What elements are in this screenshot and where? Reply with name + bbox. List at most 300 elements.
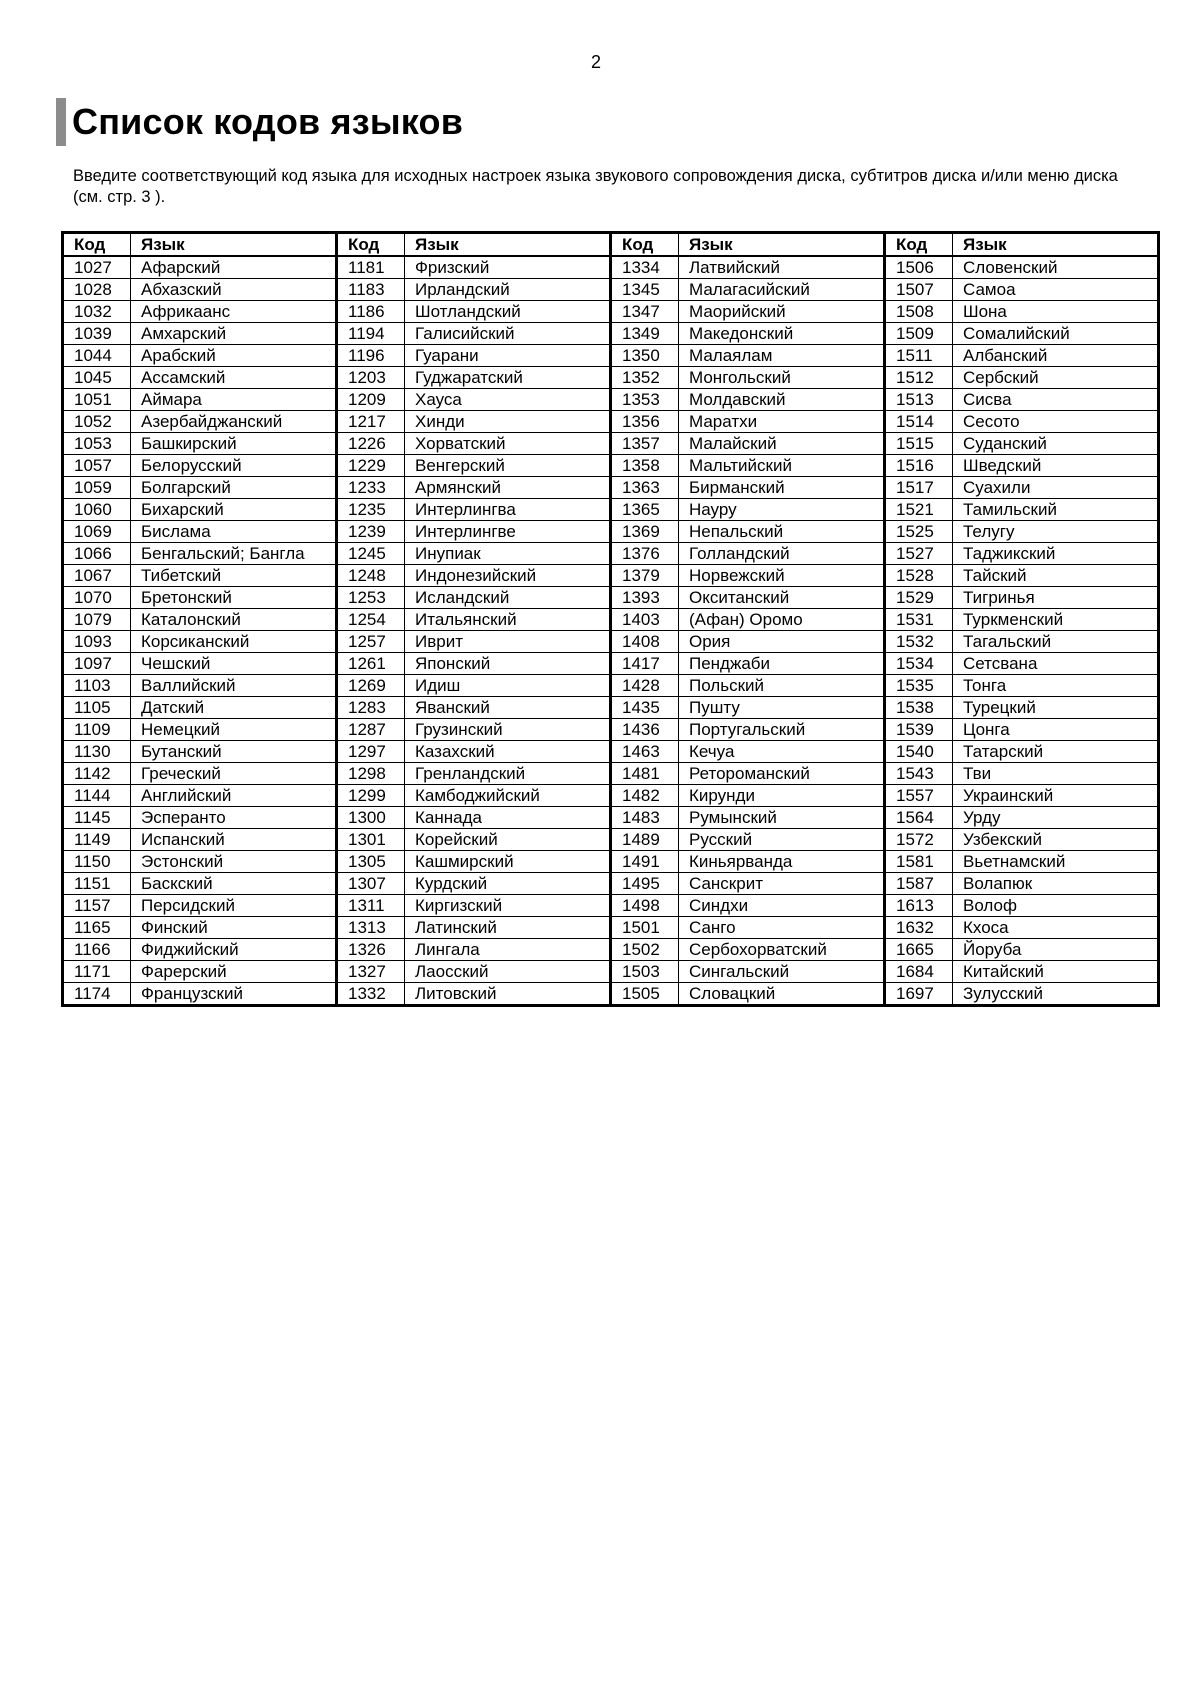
language-code-cell: 1491 bbox=[611, 851, 679, 873]
language-name-cell: Тигринья bbox=[953, 587, 1159, 609]
language-name-cell: Камбоджийский bbox=[405, 785, 611, 807]
language-code-cell: 1495 bbox=[611, 873, 679, 895]
language-code-cell: 1665 bbox=[885, 939, 953, 961]
language-name-cell: Шотландский bbox=[405, 301, 611, 323]
language-name-cell: Ория bbox=[679, 631, 885, 653]
language-code-cell: 1203 bbox=[337, 367, 405, 389]
language-name-cell: Мальтийский bbox=[679, 455, 885, 477]
language-name-cell: Сисва bbox=[953, 389, 1159, 411]
language-code-cell: 1183 bbox=[337, 279, 405, 301]
table-row bbox=[63, 675, 1159, 697]
language-code-cell: 1051 bbox=[63, 389, 131, 411]
language-name-cell: Кечуа bbox=[679, 741, 885, 763]
language-name-cell: Литовский bbox=[405, 983, 611, 1006]
language-name-cell: Каннада bbox=[405, 807, 611, 829]
language-code-cell: 1515 bbox=[885, 433, 953, 455]
language-name-cell: Исландский bbox=[405, 587, 611, 609]
language-code-cell: 1079 bbox=[63, 609, 131, 631]
header-language: Язык bbox=[131, 233, 337, 257]
language-code-cell: 1067 bbox=[63, 565, 131, 587]
language-name-cell: Румынский bbox=[679, 807, 885, 829]
language-code-cell: 1027 bbox=[63, 256, 131, 279]
table-row bbox=[63, 323, 1159, 345]
language-name-cell: Азербайджанский bbox=[131, 411, 337, 433]
language-code-cell: 1299 bbox=[337, 785, 405, 807]
language-code-cell: 1539 bbox=[885, 719, 953, 741]
language-name-cell: Татарский bbox=[953, 741, 1159, 763]
language-code-cell: 1564 bbox=[885, 807, 953, 829]
language-code-cell: 1105 bbox=[63, 697, 131, 719]
language-code-cell: 1529 bbox=[885, 587, 953, 609]
language-name-cell: Бислама bbox=[131, 521, 337, 543]
language-name-cell: Монгольский bbox=[679, 367, 885, 389]
table-header-row bbox=[63, 233, 1159, 257]
language-name-cell: Сингальский bbox=[679, 961, 885, 983]
table-row bbox=[63, 587, 1159, 609]
language-name-cell: Урду bbox=[953, 807, 1159, 829]
language-name-cell: Корейский bbox=[405, 829, 611, 851]
language-name-cell: Голландский bbox=[679, 543, 885, 565]
language-code-cell: 1345 bbox=[611, 279, 679, 301]
language-code-cell: 1357 bbox=[611, 433, 679, 455]
language-name-cell: Фризский bbox=[405, 256, 611, 279]
language-name-cell: Вьетнамский bbox=[953, 851, 1159, 873]
language-code-cell: 1587 bbox=[885, 873, 953, 895]
language-name-cell: Украинский bbox=[953, 785, 1159, 807]
language-name-cell: Сербохорватский bbox=[679, 939, 885, 961]
language-code-cell: 1194 bbox=[337, 323, 405, 345]
language-name-cell: Сетсвана bbox=[953, 653, 1159, 675]
language-code-cell: 1109 bbox=[63, 719, 131, 741]
language-name-cell: Туркменский bbox=[953, 609, 1159, 631]
header-language: Язык bbox=[405, 233, 611, 257]
language-code-cell: 1369 bbox=[611, 521, 679, 543]
language-name-cell: Латинский bbox=[405, 917, 611, 939]
language-name-cell: Пенджаби bbox=[679, 653, 885, 675]
language-code-cell: 1538 bbox=[885, 697, 953, 719]
language-code-cell: 1151 bbox=[63, 873, 131, 895]
language-code-cell: 1684 bbox=[885, 961, 953, 983]
language-code-cell: 1358 bbox=[611, 455, 679, 477]
language-name-cell: Непальский bbox=[679, 521, 885, 543]
language-name-cell: Эстонский bbox=[131, 851, 337, 873]
language-name-cell: Эсперанто bbox=[131, 807, 337, 829]
language-name-cell: Тонга bbox=[953, 675, 1159, 697]
language-code-cell: 1150 bbox=[63, 851, 131, 873]
language-code-cell: 1313 bbox=[337, 917, 405, 939]
language-code-cell: 1233 bbox=[337, 477, 405, 499]
language-name-cell: Ретороманский bbox=[679, 763, 885, 785]
language-code-cell: 1186 bbox=[337, 301, 405, 323]
language-code-cell: 1311 bbox=[337, 895, 405, 917]
language-code-cell: 1165 bbox=[63, 917, 131, 939]
title-accent-bar bbox=[56, 98, 66, 146]
language-name-cell: Хорватский bbox=[405, 433, 611, 455]
table-row bbox=[63, 521, 1159, 543]
language-code-cell: 1181 bbox=[337, 256, 405, 279]
language-code-cell: 1239 bbox=[337, 521, 405, 543]
language-code-cell: 1059 bbox=[63, 477, 131, 499]
language-name-cell: Словацкий bbox=[679, 983, 885, 1006]
language-name-cell: Финский bbox=[131, 917, 337, 939]
language-code-cell: 1513 bbox=[885, 389, 953, 411]
header-code: Код bbox=[63, 233, 131, 257]
language-code-cell: 1174 bbox=[63, 983, 131, 1006]
language-name-cell: Греческий bbox=[131, 763, 337, 785]
language-code-cell: 1528 bbox=[885, 565, 953, 587]
language-code-cell: 1463 bbox=[611, 741, 679, 763]
language-name-cell: (Афан) Оромо bbox=[679, 609, 885, 631]
language-code-cell: 1149 bbox=[63, 829, 131, 851]
table-body bbox=[63, 256, 1159, 1006]
table-row bbox=[63, 697, 1159, 719]
language-code-cell: 1532 bbox=[885, 631, 953, 653]
language-name-cell: Лингала bbox=[405, 939, 611, 961]
language-name-cell: Интерлингве bbox=[405, 521, 611, 543]
language-codes-table bbox=[61, 231, 1160, 1007]
language-name-cell: Гуджаратский bbox=[405, 367, 611, 389]
language-code-cell: 1376 bbox=[611, 543, 679, 565]
language-name-cell: Санго bbox=[679, 917, 885, 939]
language-code-cell: 1352 bbox=[611, 367, 679, 389]
language-code-cell: 1509 bbox=[885, 323, 953, 345]
header-language: Язык bbox=[953, 233, 1159, 257]
language-name-cell: Афарский bbox=[131, 256, 337, 279]
language-code-cell: 1057 bbox=[63, 455, 131, 477]
language-name-cell: Яванский bbox=[405, 697, 611, 719]
table-row bbox=[63, 411, 1159, 433]
language-name-cell: Киньярванда bbox=[679, 851, 885, 873]
language-code-cell: 1516 bbox=[885, 455, 953, 477]
language-code-cell: 1489 bbox=[611, 829, 679, 851]
table-row bbox=[63, 389, 1159, 411]
language-name-cell: Бихарский bbox=[131, 499, 337, 521]
language-code-cell: 1053 bbox=[63, 433, 131, 455]
language-code-cell: 1350 bbox=[611, 345, 679, 367]
table-row bbox=[63, 983, 1159, 1006]
language-code-cell: 1435 bbox=[611, 697, 679, 719]
language-name-cell: Тагальский bbox=[953, 631, 1159, 653]
language-name-cell: Сесото bbox=[953, 411, 1159, 433]
language-code-cell: 1332 bbox=[337, 983, 405, 1006]
language-code-cell: 1144 bbox=[63, 785, 131, 807]
language-code-cell: 1305 bbox=[337, 851, 405, 873]
language-code-cell: 1261 bbox=[337, 653, 405, 675]
language-code-cell: 1045 bbox=[63, 367, 131, 389]
language-name-cell: Йоруба bbox=[953, 939, 1159, 961]
language-code-cell: 1209 bbox=[337, 389, 405, 411]
language-code-cell: 1507 bbox=[885, 279, 953, 301]
page-title-block bbox=[56, 98, 463, 146]
language-name-cell: Кашмирский bbox=[405, 851, 611, 873]
table-row bbox=[63, 829, 1159, 851]
language-code-cell: 1327 bbox=[337, 961, 405, 983]
language-code-cell: 1365 bbox=[611, 499, 679, 521]
language-name-cell: Французский bbox=[131, 983, 337, 1006]
language-code-cell: 1613 bbox=[885, 895, 953, 917]
language-code-cell: 1269 bbox=[337, 675, 405, 697]
language-name-cell: Африкаанс bbox=[131, 301, 337, 323]
language-code-cell: 1572 bbox=[885, 829, 953, 851]
language-code-cell: 1070 bbox=[63, 587, 131, 609]
language-name-cell: Турецкий bbox=[953, 697, 1159, 719]
language-name-cell: Датский bbox=[131, 697, 337, 719]
language-name-cell: Таджикский bbox=[953, 543, 1159, 565]
table-row bbox=[63, 477, 1159, 499]
language-code-cell: 1130 bbox=[63, 741, 131, 763]
language-code-cell: 1253 bbox=[337, 587, 405, 609]
language-code-cell: 1503 bbox=[611, 961, 679, 983]
language-name-cell: Киргизский bbox=[405, 895, 611, 917]
language-code-cell: 1028 bbox=[63, 279, 131, 301]
language-code-cell: 1103 bbox=[63, 675, 131, 697]
language-code-cell: 1245 bbox=[337, 543, 405, 565]
language-name-cell: Сербский bbox=[953, 367, 1159, 389]
table-row bbox=[63, 499, 1159, 521]
table-row bbox=[63, 961, 1159, 983]
language-code-cell: 1326 bbox=[337, 939, 405, 961]
language-code-cell: 1254 bbox=[337, 609, 405, 631]
language-name-cell: Венгерский bbox=[405, 455, 611, 477]
language-code-cell: 1514 bbox=[885, 411, 953, 433]
language-name-cell: Японский bbox=[405, 653, 611, 675]
language-name-cell: Арабский bbox=[131, 345, 337, 367]
language-code-cell: 1540 bbox=[885, 741, 953, 763]
language-name-cell: Русский bbox=[679, 829, 885, 851]
language-name-cell: Валлийский bbox=[131, 675, 337, 697]
language-code-cell: 1166 bbox=[63, 939, 131, 961]
table-row bbox=[63, 873, 1159, 895]
language-name-cell: Тви bbox=[953, 763, 1159, 785]
language-code-cell: 1226 bbox=[337, 433, 405, 455]
table-row bbox=[63, 279, 1159, 301]
table-row bbox=[63, 609, 1159, 631]
language-name-cell: Итальянский bbox=[405, 609, 611, 631]
page-title: Список кодов языков bbox=[72, 101, 464, 142]
language-code-cell: 1287 bbox=[337, 719, 405, 741]
language-name-cell: Ирландский bbox=[405, 279, 611, 301]
language-name-cell: Лаосский bbox=[405, 961, 611, 983]
language-code-cell: 1307 bbox=[337, 873, 405, 895]
language-name-cell: Амхарский bbox=[131, 323, 337, 345]
language-name-cell: Казахский bbox=[405, 741, 611, 763]
language-code-cell: 1052 bbox=[63, 411, 131, 433]
language-name-cell: Гуарани bbox=[405, 345, 611, 367]
table-row bbox=[63, 543, 1159, 565]
language-name-cell: Сомалийский bbox=[953, 323, 1159, 345]
language-name-cell: Аймара bbox=[131, 389, 337, 411]
language-code-cell: 1248 bbox=[337, 565, 405, 587]
language-code-cell: 1363 bbox=[611, 477, 679, 499]
language-name-cell: Узбекский bbox=[953, 829, 1159, 851]
language-name-cell: Абхазский bbox=[131, 279, 337, 301]
language-code-cell: 1501 bbox=[611, 917, 679, 939]
table-row bbox=[63, 301, 1159, 323]
language-code-cell: 1506 bbox=[885, 256, 953, 279]
language-code-cell: 1235 bbox=[337, 499, 405, 521]
language-name-cell: Суахили bbox=[953, 477, 1159, 499]
language-name-cell: Норвежский bbox=[679, 565, 885, 587]
table-row bbox=[63, 455, 1159, 477]
language-name-cell: Бутанский bbox=[131, 741, 337, 763]
header-code: Код bbox=[337, 233, 405, 257]
language-name-cell: Волапюк bbox=[953, 873, 1159, 895]
language-name-cell: Грузинский bbox=[405, 719, 611, 741]
language-name-cell: Баскский bbox=[131, 873, 337, 895]
language-code-cell: 1157 bbox=[63, 895, 131, 917]
table-row bbox=[63, 256, 1159, 279]
language-name-cell: Волоф bbox=[953, 895, 1159, 917]
language-name-cell: Ассамский bbox=[131, 367, 337, 389]
language-name-cell: Тибетский bbox=[131, 565, 337, 587]
language-code-cell: 1032 bbox=[63, 301, 131, 323]
language-code-cell: 1525 bbox=[885, 521, 953, 543]
language-code-cell: 1483 bbox=[611, 807, 679, 829]
language-name-cell: Цонга bbox=[953, 719, 1159, 741]
language-code-cell: 1403 bbox=[611, 609, 679, 631]
language-name-cell: Синдхи bbox=[679, 895, 885, 917]
language-name-cell: Гренландский bbox=[405, 763, 611, 785]
language-code-cell: 1505 bbox=[611, 983, 679, 1006]
table-row bbox=[63, 785, 1159, 807]
table-row bbox=[63, 345, 1159, 367]
language-name-cell: Малагасийский bbox=[679, 279, 885, 301]
language-code-cell: 1512 bbox=[885, 367, 953, 389]
language-code-cell: 1171 bbox=[63, 961, 131, 983]
language-name-cell: Болгарский bbox=[131, 477, 337, 499]
table-row bbox=[63, 763, 1159, 785]
language-code-cell: 1196 bbox=[337, 345, 405, 367]
language-code-cell: 1039 bbox=[63, 323, 131, 345]
language-name-cell: Инупиак bbox=[405, 543, 611, 565]
table-row bbox=[63, 895, 1159, 917]
table-row bbox=[63, 939, 1159, 961]
language-code-cell: 1502 bbox=[611, 939, 679, 961]
language-code-cell: 1393 bbox=[611, 587, 679, 609]
table-row bbox=[63, 631, 1159, 653]
language-code-cell: 1517 bbox=[885, 477, 953, 499]
language-name-cell: Фиджийский bbox=[131, 939, 337, 961]
language-name-cell: Кирунди bbox=[679, 785, 885, 807]
table-row bbox=[63, 565, 1159, 587]
intro-paragraph: Введите соответствующий код языка для исходных настроек языка звукового сопровождения диска, субтитров диска и/или меню диска (см. стр. 3 ). bbox=[73, 167, 1118, 206]
language-code-cell: 1531 bbox=[885, 609, 953, 631]
language-code-cell: 1521 bbox=[885, 499, 953, 521]
language-code-cell: 1408 bbox=[611, 631, 679, 653]
page-number: 2 bbox=[590, 52, 601, 72]
language-name-cell: Польский bbox=[679, 675, 885, 697]
language-name-cell: Телугу bbox=[953, 521, 1159, 543]
language-name-cell: Бирманский bbox=[679, 477, 885, 499]
language-code-cell: 1581 bbox=[885, 851, 953, 873]
language-code-cell: 1482 bbox=[611, 785, 679, 807]
language-code-cell: 1481 bbox=[611, 763, 679, 785]
language-name-cell: Чешский bbox=[131, 653, 337, 675]
language-code-cell: 1436 bbox=[611, 719, 679, 741]
language-name-cell: Идиш bbox=[405, 675, 611, 697]
language-name-cell: Персидский bbox=[131, 895, 337, 917]
language-name-cell: Хинди bbox=[405, 411, 611, 433]
language-name-cell: Санскрит bbox=[679, 873, 885, 895]
language-code-cell: 1353 bbox=[611, 389, 679, 411]
language-code-cell: 1300 bbox=[337, 807, 405, 829]
language-name-cell: Албанский bbox=[953, 345, 1159, 367]
language-code-cell: 1498 bbox=[611, 895, 679, 917]
language-name-cell: Тамильский bbox=[953, 499, 1159, 521]
language-code-cell: 1508 bbox=[885, 301, 953, 323]
language-code-cell: 1093 bbox=[63, 631, 131, 653]
language-name-cell: Фарерский bbox=[131, 961, 337, 983]
language-code-cell: 1356 bbox=[611, 411, 679, 433]
language-code-cell: 1060 bbox=[63, 499, 131, 521]
language-name-cell: Кхоса bbox=[953, 917, 1159, 939]
language-code-cell: 1257 bbox=[337, 631, 405, 653]
language-code-cell: 1527 bbox=[885, 543, 953, 565]
language-code-cell: 1217 bbox=[337, 411, 405, 433]
table-row bbox=[63, 917, 1159, 939]
language-code-cell: 1297 bbox=[337, 741, 405, 763]
language-code-cell: 1632 bbox=[885, 917, 953, 939]
table-row bbox=[63, 741, 1159, 763]
table-row bbox=[63, 851, 1159, 873]
language-code-cell: 1145 bbox=[63, 807, 131, 829]
language-code-cell: 1697 bbox=[885, 983, 953, 1006]
language-name-cell: Португальский bbox=[679, 719, 885, 741]
table-row bbox=[63, 367, 1159, 389]
language-name-cell: Корсиканский bbox=[131, 631, 337, 653]
language-code-cell: 1334 bbox=[611, 256, 679, 279]
language-name-cell: Иврит bbox=[405, 631, 611, 653]
language-name-cell: Армянский bbox=[405, 477, 611, 499]
language-code-cell: 1428 bbox=[611, 675, 679, 697]
language-name-cell: Окситанский bbox=[679, 587, 885, 609]
language-name-cell: Науру bbox=[679, 499, 885, 521]
language-code-cell: 1557 bbox=[885, 785, 953, 807]
language-code-cell: 1379 bbox=[611, 565, 679, 587]
language-name-cell: Курдский bbox=[405, 873, 611, 895]
language-code-cell: 1543 bbox=[885, 763, 953, 785]
language-name-cell: Самоа bbox=[953, 279, 1159, 301]
language-name-cell: Китайский bbox=[953, 961, 1159, 983]
language-code-cell: 1066 bbox=[63, 543, 131, 565]
table-row bbox=[63, 433, 1159, 455]
language-name-cell: Маорийский bbox=[679, 301, 885, 323]
language-name-cell: Суданский bbox=[953, 433, 1159, 455]
language-name-cell: Хауса bbox=[405, 389, 611, 411]
language-code-cell: 1142 bbox=[63, 763, 131, 785]
language-name-cell: Индонезийский bbox=[405, 565, 611, 587]
language-name-cell: Зулусский bbox=[953, 983, 1159, 1006]
language-name-cell: Тайский bbox=[953, 565, 1159, 587]
language-code-cell: 1069 bbox=[63, 521, 131, 543]
language-code-cell: 1417 bbox=[611, 653, 679, 675]
header-code: Код bbox=[611, 233, 679, 257]
language-code-cell: 1044 bbox=[63, 345, 131, 367]
language-code-cell: 1283 bbox=[337, 697, 405, 719]
language-name-cell: Белорусский bbox=[131, 455, 337, 477]
header-language: Язык bbox=[679, 233, 885, 257]
language-code-cell: 1298 bbox=[337, 763, 405, 785]
language-name-cell: Бретонский bbox=[131, 587, 337, 609]
language-code-cell: 1511 bbox=[885, 345, 953, 367]
language-name-cell: Галисийский bbox=[405, 323, 611, 345]
language-name-cell: Испанский bbox=[131, 829, 337, 851]
language-name-cell: Немецкий bbox=[131, 719, 337, 741]
language-name-cell: Каталонский bbox=[131, 609, 337, 631]
language-code-cell: 1229 bbox=[337, 455, 405, 477]
language-name-cell: Пушту bbox=[679, 697, 885, 719]
language-name-cell: Интерлингва bbox=[405, 499, 611, 521]
